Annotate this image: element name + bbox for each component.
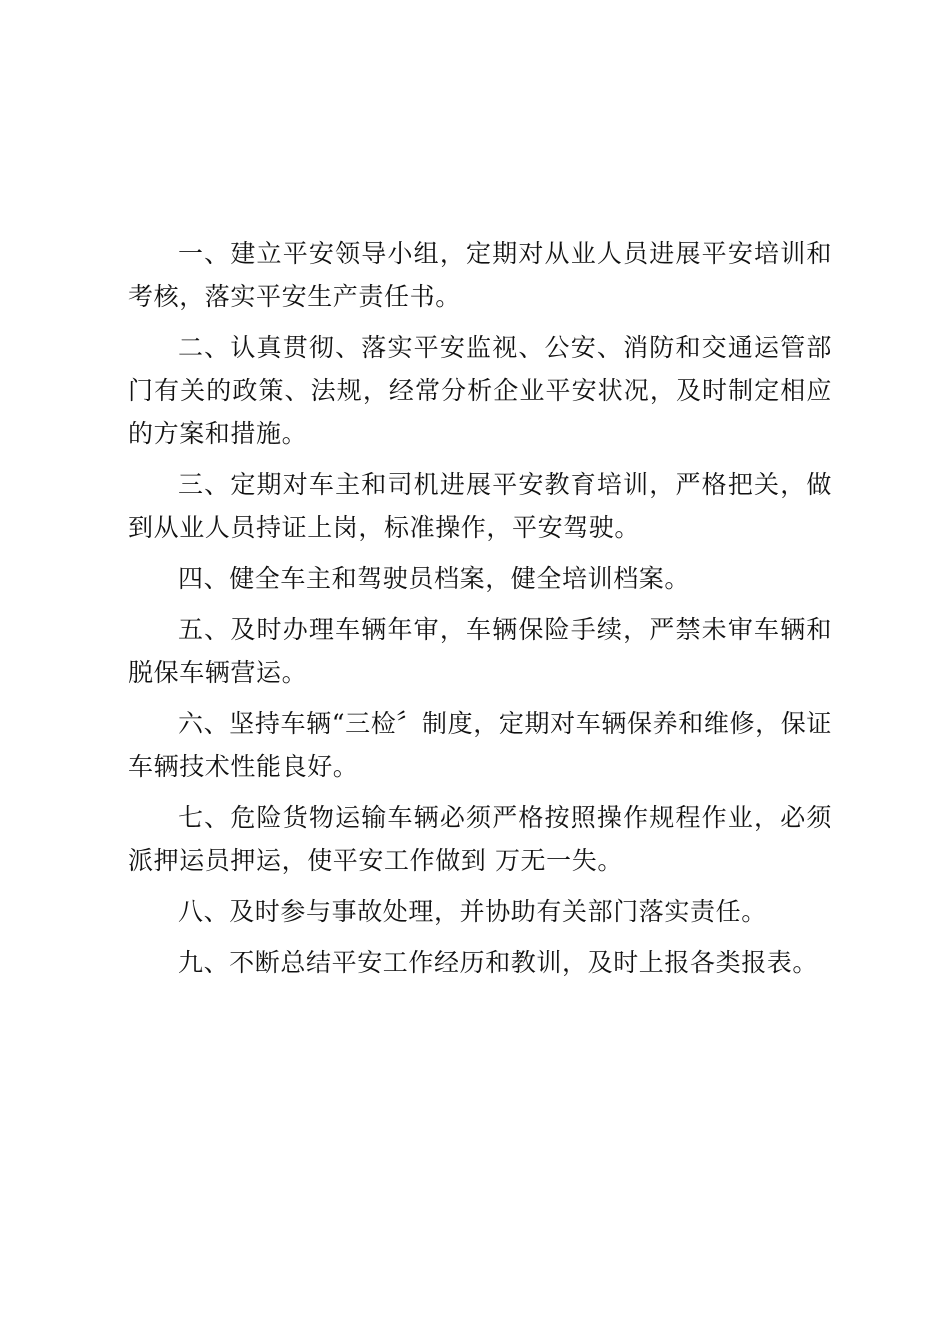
paragraph-7: 七、危险货物运输车辆必须严格按照操作规程作业，必须派押运员押运，使平安工作做到 万无一失。 bbox=[128, 803, 832, 875]
paragraph-4: 四、健全车主和驾驶员档案，健全培训档案。 bbox=[178, 564, 691, 593]
paragraph-2: 二、认真贯彻、落实平安监视、公安、消防和交通运管部门有关的政策、法规，经常分析企业平安状况，及时制定相应的方案和措施。 bbox=[128, 333, 832, 448]
paragraph-5: 五、及时办理车辆年审，车辆保险手续，严禁未审车辆和脱保车辆营运。 bbox=[128, 615, 832, 687]
paragraph-3: 三、定期对车主和司机进展平安教育培训，严格把关，做到从业人员持证上岗，标准操作，平安驾驶。 bbox=[128, 470, 832, 542]
paragraph-1: 一、建立平安领导小组，定期对从业人员进展平安培训和考核，落实平安生产责任书。 bbox=[128, 239, 832, 311]
paragraph-6: 六、坚持车辆“三检〞制度，定期对车辆保养和维修，保证车辆技术性能良好。 bbox=[128, 709, 832, 781]
paragraph-9: 九、不断总结平安工作经历和教训，及时上报各类报表。 bbox=[178, 948, 819, 977]
paragraph-8: 八、及时参与事故处理，并协助有关部门落实责任。 bbox=[178, 897, 767, 926]
document-body bbox=[128, 232, 832, 992]
